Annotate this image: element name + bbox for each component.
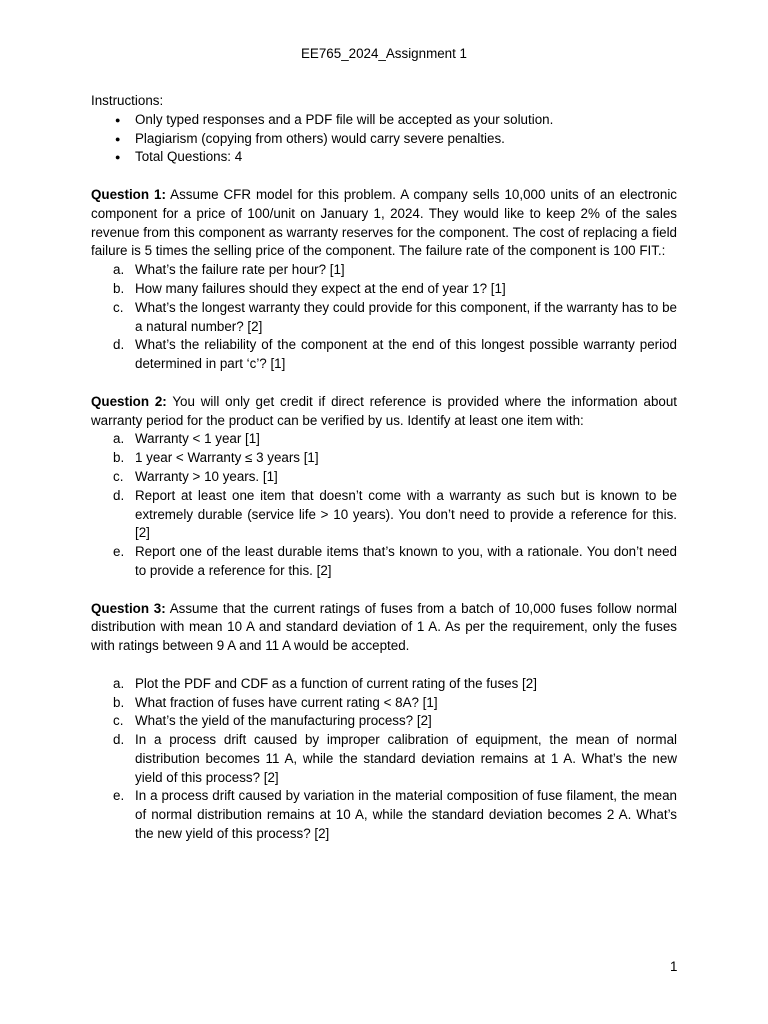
part-letter: c. <box>113 468 124 484</box>
part-letter: a. <box>113 431 125 447</box>
list-item <box>91 543 677 581</box>
question-3-parts <box>91 675 677 844</box>
list-item <box>91 675 677 694</box>
question-1-body: Assume CFR model for this problem. A company sells 10,000 units of an electronic component for a price of 100/unit on January 1, 2024. They would like to keep 2% of the sales revenue from this component as warranty reserves for the component. The cost of replacing a field failure is 5 times the selling price of the component. The failure rate of the component is 100 FIT.: <box>91 186 677 259</box>
part-letter: e. <box>113 544 125 560</box>
list-item <box>91 280 677 299</box>
list-item: ● Plagiarism (copying from others) would carry severe penalties. <box>91 130 677 149</box>
part-text: What fraction of fuses have current rating < 8A? [1] <box>135 694 438 710</box>
question-1-text <box>91 186 677 261</box>
part-text: What’s the reliability of the component at the end of this longest possible warranty period determined in part ‘c’? [1] <box>135 337 677 372</box>
list-item <box>91 787 677 843</box>
part-text: 1 year < Warranty ≤ 3 years [1] <box>135 450 319 466</box>
part-text: What’s the longest warranty they could provide for this component, if the warranty has to be a natural number? [2] <box>135 299 677 334</box>
part-letter: d. <box>113 487 125 503</box>
list-item <box>91 261 677 280</box>
part-letter: b. <box>113 280 125 296</box>
question-2-body: You will only get credit if direct reference is provided where the information about warranty period for the product can be verified by us. Identify at least one item with: <box>91 393 678 428</box>
part-text: Report one of the least durable items that’s known to you, with a rationale. You don’t need to provide a reference for this. [2] <box>135 544 677 578</box>
page-number: 1 <box>670 959 678 974</box>
part-letter: a. <box>113 262 125 278</box>
part-letter: e. <box>113 788 125 804</box>
part-letter: c. <box>113 299 124 315</box>
part-text: In a process drift caused by variation in the material composition of fuse filament, the mean of normal distribution remains at 10 A, while the standard deviation becomes 2 A. What’s the new yield of this process? [2] <box>135 788 677 842</box>
question-2-parts <box>91 430 677 580</box>
part-text: In a process drift caused by improper calibration of equipment, the mean of normal distribution becomes 11 A, while the standard deviation remains at 1 A. What’s the new yield of this process? [2] <box>135 732 677 785</box>
list-item <box>91 487 677 543</box>
list-item <box>91 430 677 449</box>
part-letter: b. <box>113 694 125 710</box>
part-text: Report at least one item that doesn’t come with a warranty as such but is known to be extremely durable (service life > 10 years). You don’t need to provide a reference for this. [2] <box>135 487 677 541</box>
part-text: Plot the PDF and CDF as a function of current rating of the fuses [2] <box>135 675 537 691</box>
list-item <box>91 468 677 487</box>
list-item: ● Only typed responses and a PDF file will be accepted as your solution. <box>91 111 677 130</box>
part-text: Warranty > 10 years. [1] <box>135 468 278 484</box>
question-3-label: Question 3: <box>91 600 166 616</box>
part-letter: d. <box>113 337 125 353</box>
question-2-label: Question 2: <box>91 393 167 409</box>
document-body <box>91 92 677 844</box>
instructions-heading: Instructions: <box>91 93 164 108</box>
list-item <box>91 694 677 713</box>
part-text: What’s the failure rate per hour? [1] <box>135 262 345 278</box>
list-item <box>91 336 677 374</box>
part-text: Warranty < 1 year [1] <box>135 431 260 447</box>
part-text: What’s the yield of the manufacturing process? [2] <box>135 713 432 729</box>
page-title: EE765_2024_Assignment 1 <box>300 46 468 61</box>
list-item <box>91 299 677 337</box>
part-text: How many failures should they expect at the end of year 1? [1] <box>135 280 506 296</box>
list-item <box>91 449 677 468</box>
part-letter: a. <box>113 675 125 691</box>
question-2-text <box>91 393 677 431</box>
part-letter: b. <box>113 450 125 466</box>
question-1-parts <box>91 261 677 374</box>
part-letter: d. <box>113 732 125 748</box>
instructions-list <box>91 111 677 167</box>
question-3-text <box>91 600 677 656</box>
part-letter: c. <box>113 713 124 729</box>
question-1-label: Question 1: <box>91 186 166 202</box>
question-3-body: Assume that the current ratings of fuses from a batch of 10,000 fuses follow normal distribution with mean 10 A and standard deviation of 1 A. As per the requirement, only the fuses with ratings between 9 A and 11 A would be accepted. <box>91 600 677 654</box>
list-item <box>91 731 677 787</box>
list-item: ● Total Questions: 4 <box>91 148 677 167</box>
list-item <box>91 712 677 731</box>
